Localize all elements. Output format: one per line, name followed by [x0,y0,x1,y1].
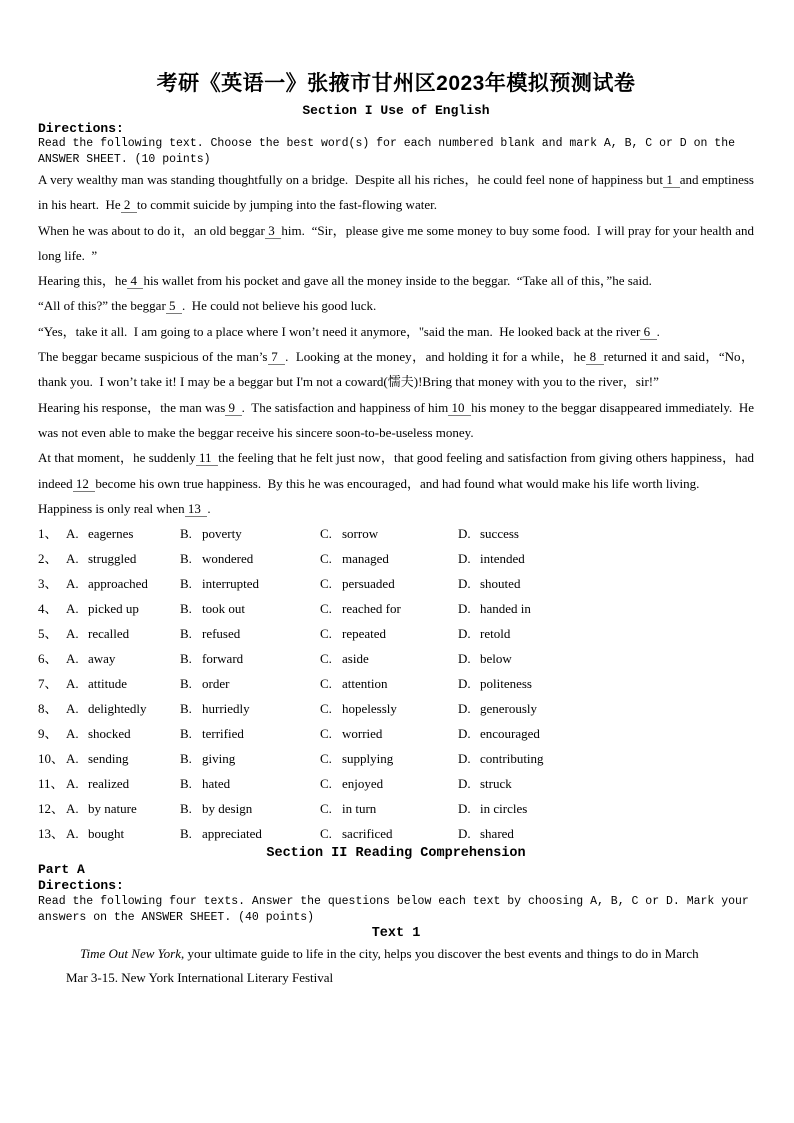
option-label: D. [458,551,471,567]
question-row-7 [38,671,754,696]
option-b [180,571,320,596]
question-row-5 [38,621,754,646]
option-label: A. [66,526,79,542]
option-text: generously [480,701,538,717]
option-b [180,721,320,746]
option-text: handed in [480,601,531,617]
option-a [66,596,180,621]
option-d [458,796,754,821]
option-b [180,796,320,821]
option-text: hurriedly [202,701,250,717]
option-text: contributing [480,751,544,767]
option-text: wondered [202,551,254,567]
option-a [66,696,180,721]
passage-paragraph: A very wealthy man was standing thoughtfully on a bridge. Despite all his riches，he could feel none of happiness but 1 and emptiness in his heart. He 2 to commit suicide by jumping into the fast-flowing water. [38,172,758,213]
option-a [66,546,180,571]
section1-directions-label: Directions: [38,121,124,136]
option-d [458,596,754,621]
option-text: forward [202,651,244,667]
option-text: encouraged [480,726,540,742]
question-number: 8、 [38,701,58,717]
option-text: sending [88,751,129,767]
option-d [458,571,754,596]
option-c [320,771,458,796]
section2-directions-label: Directions: [38,878,124,894]
option-text: approached [88,576,148,592]
option-text: persuaded [342,576,395,592]
option-text: worried [342,726,383,742]
option-label: B. [180,701,192,717]
option-text: delightedly [88,701,147,717]
option-text: retold [480,626,511,642]
option-text: by nature [88,801,137,817]
option-label: A. [66,701,79,717]
text1-intro-line [38,942,754,966]
option-label: C. [320,526,332,542]
option-text: managed [342,551,389,567]
option-label: B. [180,676,192,692]
option-b [180,546,320,571]
option-c [320,721,458,746]
question-row-8 [38,696,754,721]
option-text: enjoyed [342,776,384,792]
option-label: B. [180,526,192,542]
cloze-blank-8: 8 [585,349,604,365]
option-b [180,646,320,671]
option-c [320,596,458,621]
option-d [458,671,754,696]
option-c [320,571,458,596]
option-label: A. [66,676,79,692]
option-d [458,621,754,646]
option-c [320,696,458,721]
option-b [180,696,320,721]
option-label: A. [66,551,79,567]
passage-paragraph: “Yes，take it all. I am going to a place where I won’t need it anymore，''said the man. He looked back at the river 6 . [38,323,660,339]
question-row-2 [38,546,754,571]
option-label: C. [320,676,332,692]
option-label: B. [180,651,192,667]
option-b [180,821,320,846]
cloze-blank-10: 10 [448,399,472,415]
question-row-11 [38,771,754,796]
part-a-label: Part A [38,862,85,878]
passage-paragraph: Hearing this，he 4 his wallet from his pocket and gave all the money inside to the beggar. “Take all of this，”he said. [38,273,652,289]
option-label: A. [66,776,79,792]
option-text: aside [342,651,369,667]
option-text: attitude [88,676,127,692]
option-d [458,721,754,746]
question-number: 9、 [38,726,58,742]
option-label: D. [458,626,471,642]
option-label: B. [180,776,192,792]
option-text: repeated [342,626,387,642]
option-a [66,771,180,796]
option-b [180,621,320,646]
question-row-6 [38,646,754,671]
option-d [458,696,754,721]
option-text: order [202,676,230,692]
option-c [320,796,458,821]
text1-event-item: Mar 3-15. New York International Literary Festival [66,970,334,986]
passage-paragraph: Happiness is only real when 13 . [38,500,211,516]
option-label: D. [458,826,471,842]
option-d [458,746,754,771]
option-label: A. [66,576,79,592]
option-label: C. [320,801,332,817]
option-label: D. [458,651,471,667]
cloze-blank-6: 6 [640,323,657,339]
section1-heading: Section I Use of English [302,103,490,118]
cloze-blank-1: 1 [662,172,680,187]
option-text: attention [342,676,388,692]
option-label: C. [320,776,332,792]
cloze-blank-12: 12 [72,475,96,491]
option-a [66,746,180,771]
option-c [320,821,458,846]
option-text: recalled [88,626,130,642]
option-text: terrified [202,726,244,742]
option-text: appreciated [202,826,262,842]
option-text: shocked [88,726,131,742]
option-text: struggled [88,551,137,567]
question-row-4 [38,596,754,621]
question-number: 4、 [38,601,58,617]
option-b [180,771,320,796]
option-text: below [480,651,512,667]
option-text: reached for [342,601,401,617]
question-number: 1、 [38,526,58,542]
option-label: C. [320,651,332,667]
passage-paragraph: “All of this?” the beggar 5 . He could not believe his good luck. [38,298,377,314]
option-c [320,646,458,671]
page-title: 考研《英语一》张掖市甘州区2023年模拟预测试卷 [156,72,636,95]
option-a [66,671,180,696]
question-number: 7、 [38,676,58,692]
cloze-blank-5: 5 [165,298,183,314]
option-label: C. [320,751,332,767]
option-a [66,721,180,746]
option-a [66,646,180,671]
text1-publication-name: Time Out New York [80,946,182,962]
option-text: eagernes [88,526,134,542]
option-label: C. [320,626,332,642]
section1-directions-text: Read the following text. Choose the best word(s) for each numbered blank and mark A, B, C or D on the ANSWER SHEET. (10 points) [38,137,742,166]
option-d [458,521,754,546]
option-a [66,571,180,596]
option-label: D. [458,601,471,617]
option-c [320,546,458,571]
option-label: C. [320,601,332,617]
option-b [180,596,320,621]
option-text: poverty [202,526,242,542]
cloze-blank-7: 7 [267,349,286,365]
option-a [66,821,180,846]
option-text: shared [480,826,514,842]
question-number: 11、 [38,776,64,792]
option-label: D. [458,526,471,542]
question-number: 13、 [38,826,65,842]
option-d [458,646,754,671]
option-label: B. [180,751,192,767]
option-label: A. [66,826,79,842]
question-row-1 [38,521,754,546]
option-b [180,671,320,696]
option-text: hopelessly [342,701,397,717]
question-number: 2、 [38,551,58,567]
option-text: in turn [342,801,377,817]
option-text: bought [88,826,125,842]
option-text: interrupted [202,576,260,592]
option-label: A. [66,801,79,817]
option-text: politeness [480,676,532,692]
option-d [458,771,754,796]
option-d [458,821,754,846]
option-text: intended [480,551,525,567]
option-c [320,671,458,696]
option-text: giving [202,751,236,767]
cloze-question-list [38,521,754,846]
passage-paragraph: At that moment，he suddenly 11 the feeling that he felt just now，that good feeling and satisfaction from giving others happiness，had indeed 12 become his own true happiness. By this he was encouraged，and had found what would make his life worth living. [38,450,758,491]
cloze-blank-13: 13 [184,500,208,516]
option-text: refused [202,626,241,642]
option-a [66,621,180,646]
option-label: D. [458,701,471,717]
question-row-10 [38,746,754,771]
question-number: 3、 [38,576,58,592]
option-label: B. [180,576,192,592]
option-d [458,546,754,571]
option-text: sorrow [342,526,379,542]
cloze-blank-9: 9 [225,399,242,415]
question-row-12 [38,796,754,821]
question-number: 6、 [38,651,58,667]
option-label: A. [66,601,79,617]
option-text: in circles [480,801,528,817]
option-text: struck [480,776,512,792]
option-text: shouted [480,576,521,592]
option-a [66,521,180,546]
option-text: picked up [88,601,139,617]
option-label: C. [320,726,332,742]
question-number: 10、 [38,751,65,767]
option-label: D. [458,676,471,692]
option-label: A. [66,751,79,767]
question-row-3 [38,571,754,596]
option-label: D. [458,576,471,592]
option-label: D. [458,751,471,767]
text1-heading: Text 1 [371,926,421,942]
option-label: D. [458,776,471,792]
cloze-blank-4: 4 [127,273,144,289]
option-label: B. [180,726,192,742]
option-label: D. [458,726,471,742]
option-text: supplying [342,751,394,767]
cloze-passage [38,167,758,521]
option-label: C. [320,701,332,717]
option-c [320,621,458,646]
option-label: B. [180,551,192,567]
question-number: 5、 [38,626,58,642]
option-label: B. [180,626,192,642]
option-text: hated [202,776,231,792]
section2-heading: Section II Reading Comprehension [266,846,526,862]
text1-intro-rest: , your ultimate guide to life in the city, helps you discover the best events and things to do in March [181,946,699,962]
passage-paragraph: Hearing his response，the man was 9 . The satisfaction and happiness of him 10 his money to the beggar disappeared immediately. He was not even able to make the beggar receive his sincere soon-to-be-useless money. [38,399,758,440]
cloze-blank-3: 3 [264,222,282,238]
option-label: C. [320,826,332,842]
option-label: A. [66,651,79,667]
option-label: A. [66,726,79,742]
option-text: took out [202,601,245,617]
section2-directions-text: Read the following four texts. Answer the questions below each text by choosing A, B, C or D. Mark your answers on the ANSWER SHEET. (40 points) [38,895,756,925]
option-b [180,746,320,771]
option-label: A. [66,626,79,642]
option-text: sacrificed [342,826,393,842]
option-a [66,796,180,821]
option-label: B. [180,801,192,817]
passage-paragraph: The beggar became suspicious of the man’s 7 . Looking at the money，and holding it for a while，he 8 returned it and said，“No，thank you. I won’t take it! I may be a beggar but I'm not a coward(懦夫)!Bring that money with you to the river，sir!” [38,349,755,390]
option-text: success [480,526,519,542]
option-label: B. [180,826,192,842]
option-label: B. [180,601,192,617]
option-text: by design [202,801,253,817]
question-row-13 [38,821,754,846]
passage-paragraph: When he was about to do it，an old beggar 3 him. “Sir，please give me some money to buy some food. I will pray for your health and long life. ” [38,222,758,263]
option-text: realized [88,776,130,792]
option-label: D. [458,801,471,817]
option-c [320,746,458,771]
option-b [180,521,320,546]
cloze-blank-11: 11 [195,450,219,466]
option-c [320,521,458,546]
option-label: C. [320,576,332,592]
option-text: away [88,651,116,667]
option-label: C. [320,551,332,567]
cloze-blank-2: 2 [120,197,137,213]
question-row-9 [38,721,754,746]
question-number: 12、 [38,801,65,817]
